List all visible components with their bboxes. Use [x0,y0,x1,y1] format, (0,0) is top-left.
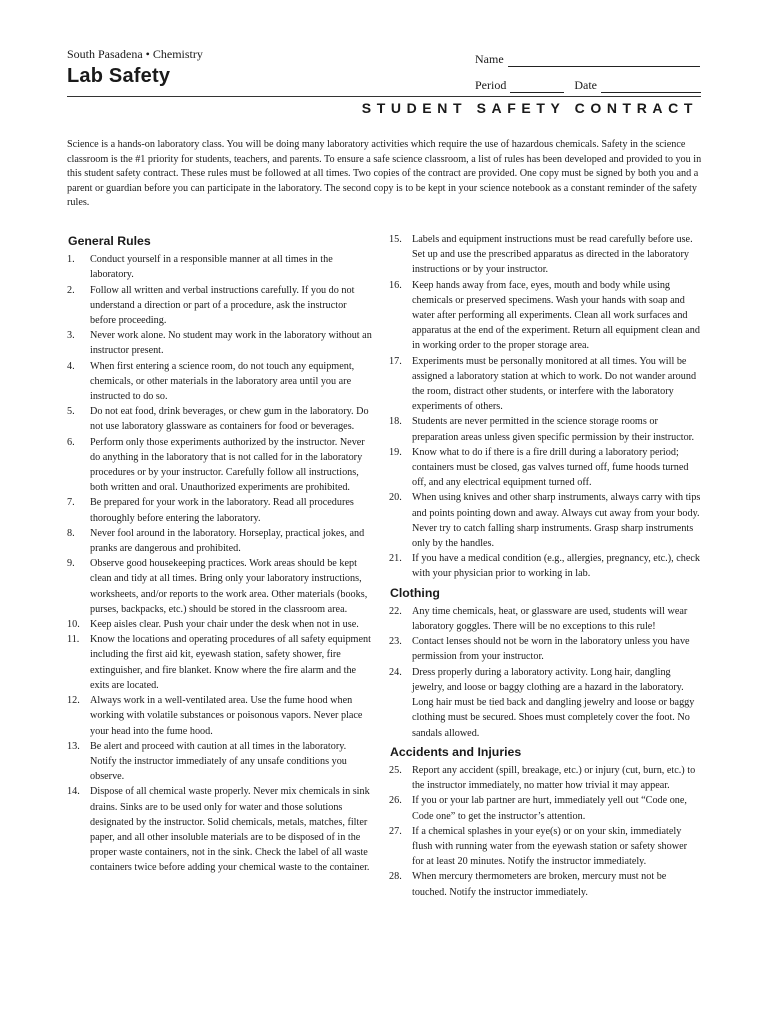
rule-text: Conduct yourself in a responsible manner at all times in the laboratory. [90,254,333,281]
rule-number: 16. [389,279,402,291]
rule-text: Keep aisles clear. Push your chair under the desk when not in use. [90,619,359,631]
rule-text: Be prepared for your work in the laboratory. Read all procedures thoroughly before entering the laboratory. [90,497,354,524]
rule-number: 11. [67,634,80,646]
rule-text: When using knives and other sharp instruments, always carry with tips and points pointing down and away. Always cut away from your body. Never try to catch falling sharp instruments. Grasp sharp instruments only by the handles. [412,492,701,550]
rule-number: 7. [67,497,75,509]
header-divider [67,96,701,97]
rule-text: Know what to do if there is a fire drill during a laboratory period; containers must be closed, gas valves turned off, fume hoods turned off, and any electrical equipment turned off. [412,446,689,489]
rule-item [67,526,372,556]
rule-item [67,404,372,434]
rule-number: 18. [389,416,402,428]
contract-title: STUDENT SAFETY CONTRACT [361,100,698,116]
rule-item [67,283,372,329]
rule-number: 8. [67,527,75,539]
rule-item [67,495,372,525]
rule-item [389,793,701,823]
rule-number: 14. [67,786,80,798]
rule-item [389,869,701,899]
rule-text: Observe good housekeeping practices. Work areas should be kept clean and tidy at all times. Bring only your laboratory instructions, worksheets, and/or reports to the work area. Other materials (books, purses, backpacks, etc.) should be stored in the classroom area. [90,558,368,615]
rule-text: Dress properly during a laboratory activity. Long hair, dangling jewelry, and loose or baggy clothing are a hazard in the laboratory. Long hair must be tied back and dangling jewelry and loose or baggy clothing must be secured. Shoes must completely cover the foot. No sandals allowed. [412,666,695,739]
rule-number: 17. [389,355,402,367]
rule-item [389,763,701,793]
rule-number: 19. [389,446,402,458]
rule-number: 13. [67,740,80,752]
rule-item [389,551,701,581]
rule-text: If you or your lab partner are hurt, immediately yell out “Code one, Code one” to get the instructor’s attention. [412,795,687,822]
intro-paragraph: Science is a hands-on laboratory class. You will be doing many laboratory activities which require the use of hazardous chemicals. Safety in the science classroom is the #1 priority for students, teachers, and parents. To ensure a safe science classroom, a list of rules has been developed and provided to you in this student safety contract. These rules must be followed at all times. Two copies of the contract are provided. One copy must be signed by both you and a parent or guardian before you can participate in the laboratory. The second copy is to be kept in your science notebook as a constant reminder of the safety rules. [67,139,702,209]
rule-number: 28. [389,871,402,883]
rule-item [67,693,372,739]
general-rules-list [67,252,372,875]
student-info-fields [475,47,701,99]
rule-item [389,634,701,664]
period-blank[interactable] [510,79,564,93]
section-heading-general-rules: General Rules [68,234,151,248]
rule-item [389,824,701,870]
rule-number: 24. [389,666,402,678]
rule-number: 10. [67,619,80,631]
rule-text: Always work in a well-ventilated area. Use the fume hood when working with volatile substances or poisonous vapors. Never place your head into the fume hood. [90,695,363,737]
rule-text: Follow all written and verbal instructions carefully. If you do not understand a direction or part of a procedure, ask the instructor before proceeding. [90,284,355,327]
rule-number: 6. [67,436,75,448]
rule-text: When mercury thermometers are broken, mercury must not be touched. Notify the instructor immediately. [412,871,667,898]
rule-number: 1. [67,254,75,266]
rule-text: Never work alone. No student may work in the laboratory without an instructor present. [90,330,372,357]
rule-text: Labels and equipment instructions must be read carefully before use. Set up and use the prescribed apparatus as directed in the laboratory instructions or by your instructor. [412,234,693,276]
period-date-row [475,73,701,93]
rule-number: 20. [389,492,402,504]
rule-number: 27. [389,825,402,837]
page-title: Lab Safety [67,65,171,87]
rule-number: 15. [389,234,402,245]
date-label: Date [574,78,597,92]
rule-item [389,665,701,741]
rule-text: Perform only those experiments authorized by the instructor. Never do anything in the laboratory that is not called for in the laboratory procedures or by your instructor. Carefully follow all instructions, both written and oral. Unauthorized experiments are prohibited. [90,436,365,494]
rule-item [389,490,701,551]
rule-item [67,784,372,875]
name-label: Name [475,52,504,66]
rule-text: Do not eat food, drink beverages, or chew gum in the laboratory. Do not use laboratory glassware as containers for food or beverages. [90,406,369,433]
school-subject: South Pasadena • Chemistry [67,47,203,61]
rule-number: 12. [67,695,80,707]
rule-number: 23. [389,636,402,648]
rule-item [389,445,701,491]
rule-text: Dispose of all chemical waste properly. Never mix chemicals in sink drains. Sinks are to be used only for water and those solutions designated by the instructor. Solid chemicals, metals, matches, filter paper, and all other insoluble materials are to be disposed of in the proper waste containers, not in the sink. Check the label of all waste containers twice before adding your chemical waste to the container. [90,786,370,874]
rule-item [67,632,372,693]
rule-item [67,359,372,405]
rule-item [389,354,701,415]
rule-text: If a chemical splashes in your eye(s) or on your skin, immediately flush with running water from the eyewash station or safety shower for at least 20 minutes. Notify the instructor immediately. [412,825,687,868]
rule-item [389,604,701,634]
rule-item [67,739,372,785]
section-heading-accidents: Accidents and Injuries [390,744,522,759]
rule-item [389,232,701,278]
rule-item [67,556,372,617]
rule-item [67,435,372,496]
rule-text: Contact lenses should not be worn in the laboratory unless you have permission from your instructor. [412,636,690,663]
rule-number: 26. [389,795,402,807]
rule-number: 3. [67,330,75,342]
rule-text: Keep hands away from face, eyes, mouth and body while using chemicals or preserved specimens. Wash your hands with soap and water after performing all experiments. Clean all work surfaces and apparatus at the end of the experiment. Return all equipment clean and in working order to the proper storage area. [412,279,700,352]
clothing-rules-list [389,604,701,741]
section-heading-clothing: Clothing [390,585,440,600]
rule-number: 9. [67,558,75,570]
document-header [67,47,203,88]
rule-text: Know the locations and operating procedures of all safety equipment including the first aid kit, eyewash station, safety shower, fire extinguisher, and fire blanket. Know where the fire alarm and the exits are located. [90,634,371,691]
accident-rules-list [389,763,701,900]
rule-text: When first entering a science room, do not touch any equipment, chemicals, or other materials in the laboratory area until you are instructed to do so. [90,360,355,403]
period-label: Period [475,78,507,92]
rule-text: Students are never permitted in the science storage rooms or preparation areas unless given specific permission by their instructor. [412,416,695,443]
rule-text: Be alert and proceed with caution at all times in the laboratory. Notify the instructor immediately of any unsafe conditions you observe. [90,740,347,783]
rule-item [67,252,372,282]
rule-text: Any time chemicals, heat, or glassware are used, students will wear laboratory goggles. There will be no exceptions to this rule! [412,605,688,633]
general-rules-list-continued [389,232,701,582]
rule-text: If you have a medical condition (e.g., allergies, pregnancy, etc.), check with your physician prior to working in lab. [412,553,700,580]
rule-number: 2. [67,284,75,296]
rule-number: 21. [389,553,402,565]
rule-text: Report any accident (spill, breakage, etc.) or injury (cut, burn, etc.) to the instructor immediately, no matter how trivial it may appear. [412,764,696,792]
rule-number: 25. [389,764,402,776]
rule-item [389,278,701,354]
date-blank[interactable] [601,79,701,93]
rule-item [389,414,701,444]
rule-number: 22. [389,605,402,617]
rule-text: Experiments must be personally monitored at all times. You will be assigned a laboratory station at which to work. Do not wander around the room, distract other students, or interfere with the laboratory experiments of others. [412,355,697,413]
left-column [67,232,372,876]
name-row [475,47,701,67]
name-blank[interactable] [508,53,700,67]
rule-item [67,328,372,358]
rule-number: 5. [67,406,75,418]
rule-number: 4. [67,360,75,372]
rule-text: Never fool around in the laboratory. Horseplay, practical jokes, and pranks are dangerous and prohibited. [90,527,365,555]
right-column [389,232,701,900]
rule-item [67,617,372,632]
